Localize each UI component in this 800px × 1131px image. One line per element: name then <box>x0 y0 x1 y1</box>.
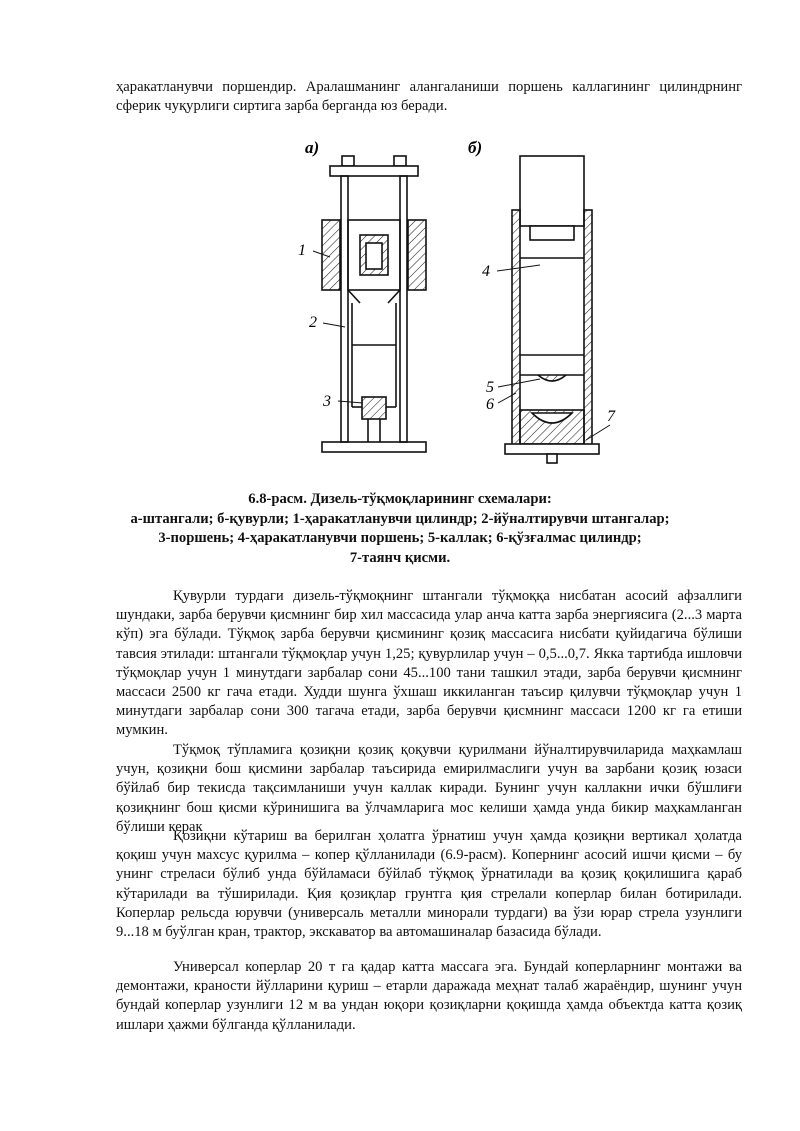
callout-1: 1 <box>298 242 306 259</box>
caption-line-3: 3-поршень; 4-ҳаракатланувчи поршень; 5-каллак; 6-қўзғалмас цилиндр; <box>158 530 642 547</box>
paragraph-1: Қувурли турдаги дизель-тўқмоқнинг штангали тўқмоққа нисбатан асосий афзаллиги шундаки, зарба берувчи қисмнинг бир хил массасида улар анча катта зарба энергиясига (2...3 марта кўп) эга бўлади. Тўқмоқ зарба берувчи қисмининг қозиқ массасига нисбати қуйидагича бўлиши тавсия этилади: штангали тўқмоқлар учун 1,25; қувурлилар учун – 0,5...0,7. Якка тартибда ишловчи тўқмоқлар учун 1 минутдаги зарбалар сони 45...100 тани ташкил этади, зарба берувчи қисмнинг массаси 2500 кг гача етади. Худди шунга ўхшаш иккиланган таъсир қилувчи тўқмоқлар учун 1 минутдаги зарбалар сони 300 тагача етади, зарба берувчи қисмнинг массаси 1200 кг га етиши мумкин. <box>116 588 742 739</box>
diesel-hammer-figure <box>0 135 800 465</box>
top-paragraph: ҳаракатланувчи поршендир. Аралашманинг алангаланиши поршень каллагининг цилиндрнинг сферик чуқурлиги сиртига зарба берганда юз беради. <box>116 79 742 115</box>
figure-label-b: б) <box>468 138 483 157</box>
figure-label-a: а) <box>305 138 320 157</box>
figure-caption <box>100 490 700 568</box>
callout-4: 4 <box>482 263 490 280</box>
tube-hammer-diagram <box>497 156 610 463</box>
callout-6: 6 <box>486 396 494 413</box>
caption-line-4: 7-таянч қисми. <box>349 549 451 566</box>
caption-line-1: 6.8-расм. Дизель-тўқмоқларининг схемалари: <box>248 491 552 507</box>
paragraph-3: Қозиқни кўтариш ва берилган ҳолатга ўрнатиш учун ҳамда қозиқни вертикал ҳолатда қоқиш учун махсус қурилма – копер қўлланилади (6.9-расм). Копернинг асосий ишчи қисми – бу унинг стрелаcи бўлиб унда бўйламаси бўйлаб тўқмоқ ўрнатилади ва қозиқ қоқилишига қараб кўтарилади ва тўширилади. Қия қозиқлар грунтга қия стрелали коперлар билан ботирилади. Коперлар рельсда юрувчи (универсаль металли минорали турдаги) ва ўзи юрар стрела узунлиги 9...18 м буўлган кран, трактор, экскаватор ва автомашиналар базасида бўлади. <box>116 828 742 941</box>
paragraph-2: Тўқмоқ тўпламига қозиқни қозиқ қоқувчи қурилмани йўналтирувчиларида маҳкамлаш учун, қозиқни бош қисмини зарбалар таъсирида емирилмаслиги учун ва зарбани қозиқ юзаси бўйлаб бир текисда тақсимланиши учун каллак киради. Бунинг учун каллакни ички бўшлиғи қозиқнинг бош қисми кўринишига ва ўлчамларига мос келиши ҳамда унда бикир маҳкамланган бўлиши керак <box>116 742 742 835</box>
callout-7: 7 <box>607 408 615 425</box>
paragraph-4: Универсал коперлар 20 т га қадар катта массага эга. Бундай коперларнинг монтажи ва демонтажи, краности йўлларини қуриш – етарли даражада меҳнат талаб жараёндир, шунинг учун бундай коперлар узунлиги 12 м ва ундан юқори қозиқларни қоқишда ҳамда объектда катта қозиқ ишлари ҳажми бўлганда қўлланилади. <box>116 959 742 1033</box>
callout-5: 5 <box>486 379 494 396</box>
callout-2: 2 <box>309 314 317 331</box>
callout-3: 3 <box>323 393 331 410</box>
caption-line-2: а-штангали; б-қувурли; 1-ҳаракатланувчи цилиндр; 2-йўналтирувчи штангалар; <box>130 510 670 527</box>
